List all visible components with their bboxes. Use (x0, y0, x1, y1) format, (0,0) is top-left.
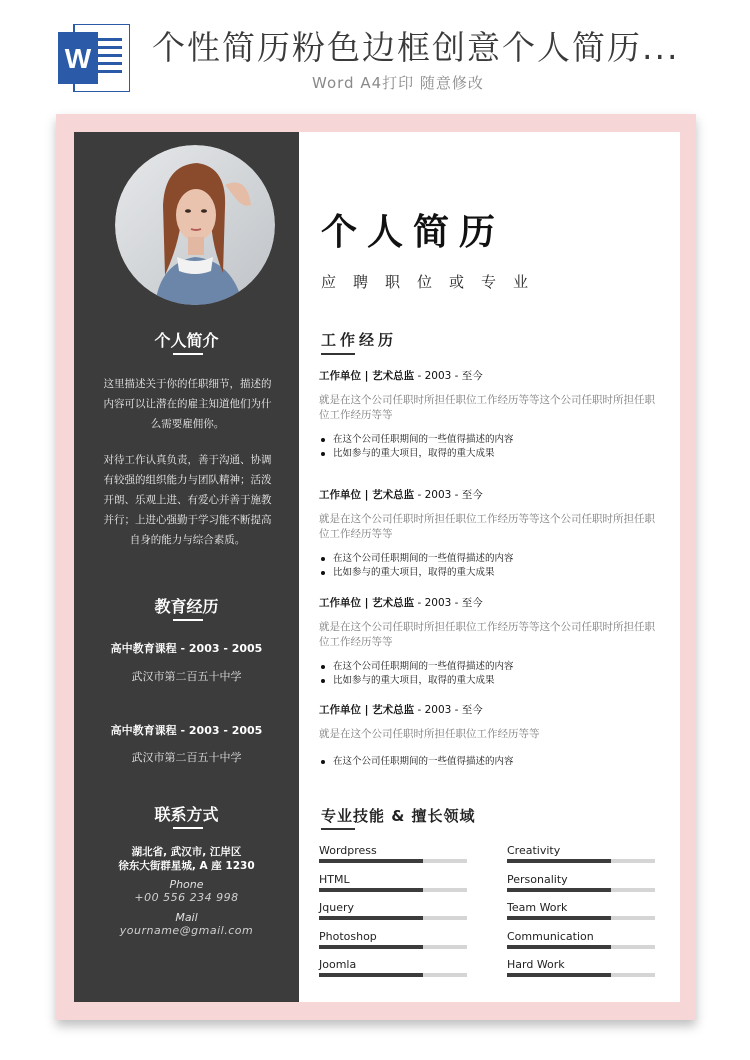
education-heading: 教育经历 (154, 597, 219, 616)
contact-address-line-1: 湖北省, 武汉市, 江岸区 (131, 846, 242, 858)
job-header: 工作单位 | 艺术总监 - 2003 - 至今 (319, 489, 483, 501)
skill-bar-fill (319, 888, 423, 892)
skill-bar-track (319, 973, 467, 977)
job-header: 工作单位 | 艺术总监 - 2003 - 至今 (319, 597, 483, 609)
job-bullets (319, 552, 514, 580)
skill-bar-fill (319, 916, 423, 920)
skill-bar-fill (507, 916, 611, 920)
skill-name: Jquery (319, 901, 354, 914)
skills-heading: 专业技能 & 擅长领域 (321, 807, 476, 825)
intro-paragraph-2: 对待工作认真负责，善于沟通、协调有较强的组织能力与团队精神；活泼开朗、乐观上进、有爱心并善于施教并行；上进心强勤于学习能不断提高自身的能力与综合素质。 (103, 454, 272, 546)
education-underline (173, 619, 203, 621)
skill-bar-fill (507, 859, 611, 863)
svg-text:W: W (64, 43, 92, 74)
skill-bar-track (319, 888, 467, 892)
skill-bar-track (507, 888, 655, 892)
skill-item (319, 844, 469, 863)
education-item-school: 武汉市第二百五十中学 (131, 751, 242, 764)
skill-name: Team Work (507, 901, 568, 914)
job-description: 就是在这个公司任职时所担任职位工作经历等等 (319, 728, 540, 740)
skill-item (507, 930, 657, 949)
skill-item (319, 873, 469, 892)
skill-bar-fill (319, 945, 423, 949)
job-header: 工作单位 | 艺术总监 - 2003 - 至今 (319, 370, 483, 382)
skill-item (319, 958, 469, 977)
skill-bar-fill (319, 859, 423, 863)
skill-item (319, 901, 469, 920)
skill-name: HTML (319, 872, 350, 886)
resume-main (299, 132, 680, 1002)
job-header: 工作单位 | 艺术总监 - 2003 - 至今 (319, 704, 483, 716)
intro-paragraph-1: 这里描述关于你的任职细节，描述的内容可以让潜在的雇主知道他们为什么需要雇佣你。 (103, 378, 272, 430)
list-item: 在这个公司任职期间的一些值得描述的内容 (319, 755, 514, 769)
page-header (0, 0, 750, 108)
skill-bar-fill (507, 973, 611, 977)
list-item: 在这个公司任职期间的一些值得描述的内容 (319, 660, 514, 674)
skill-bar-track (507, 859, 655, 863)
list-item: 在这个公司任职期间的一些值得描述的内容 (319, 552, 514, 566)
list-item: 比如参与的重大项目，取得的重大成果 (319, 674, 514, 688)
skill-bar-track (507, 916, 655, 920)
job-description: 就是在这个公司任职时所担任职位工作经历等等这个公司任职时所担任职位工作经历等等 (319, 513, 655, 540)
skill-bar-track (507, 945, 655, 949)
skill-item (507, 844, 657, 863)
education-item-title: 高中教育课程 - 2003 - 2005 (110, 724, 263, 737)
work-underline (321, 353, 355, 355)
skill-name: Joomla (319, 958, 357, 971)
skill-name: Photoshop (319, 929, 377, 943)
skill-bar-track (319, 945, 467, 949)
list-item: 比如参与的重大项目，取得的重大成果 (319, 566, 514, 580)
education-item-title: 高中教育课程 - 2003 - 2005 (110, 642, 263, 655)
contact-underline (173, 827, 203, 829)
intro-underline (173, 353, 203, 355)
job-bullets (319, 755, 514, 769)
contact-phone-label: Phone (169, 878, 204, 891)
resume-frame (56, 114, 696, 1020)
word-icon (58, 24, 130, 92)
skill-item (507, 958, 657, 977)
skill-name: Personality (507, 872, 568, 886)
skill-name: Hard Work (507, 958, 565, 971)
work-heading: 工作经历 (321, 331, 398, 349)
document-subtitle: Word A4打印 随意修改 (312, 74, 484, 92)
skill-name: Wordpress (319, 844, 377, 857)
contact-address-line-2: 徐东大街群星城, A 座 1230 (118, 860, 255, 872)
list-item: 在这个公司任职期间的一些值得描述的内容 (319, 433, 514, 447)
job-bullets (319, 433, 514, 461)
list-item: 比如参与的重大项目，取得的重大成果 (319, 447, 514, 461)
contact-mail: yourname@gmail.com (119, 924, 254, 937)
intro-heading: 个人简介 (154, 331, 219, 350)
contact-heading: 联系方式 (154, 805, 219, 824)
skill-name: Communication (507, 929, 594, 943)
resume-sidebar (74, 132, 299, 1002)
skill-bar-track (319, 916, 467, 920)
skill-bar-track (507, 973, 655, 977)
skill-item (507, 901, 657, 920)
skills-underline (321, 828, 355, 830)
job-description: 就是在这个公司任职时所担任职位工作经历等等这个公司任职时所担任职位工作经历等等 (319, 621, 655, 648)
document-title: 个性简历粉色边框创意个人简历... (152, 28, 680, 67)
avatar (115, 145, 275, 305)
skill-name: Creativity (507, 844, 561, 857)
job-description: 就是在这个公司任职时所担任职位工作经历等等这个公司任职时所担任职位工作经历等等 (319, 394, 655, 421)
skill-bar-track (319, 859, 467, 863)
target-position: 应聘职位或专业 (321, 273, 546, 291)
skill-bar-fill (507, 945, 611, 949)
skill-bar-fill (319, 973, 423, 977)
education-item-school: 武汉市第二百五十中学 (131, 670, 242, 683)
skill-item (319, 930, 469, 949)
contact-mail-label: Mail (175, 911, 198, 924)
job-bullets (319, 660, 514, 688)
skill-bar-fill (507, 888, 611, 892)
contact-phone: +00 556 234 998 (134, 891, 239, 904)
skill-item (507, 873, 657, 892)
resume-title: 个人简历 (321, 212, 506, 253)
